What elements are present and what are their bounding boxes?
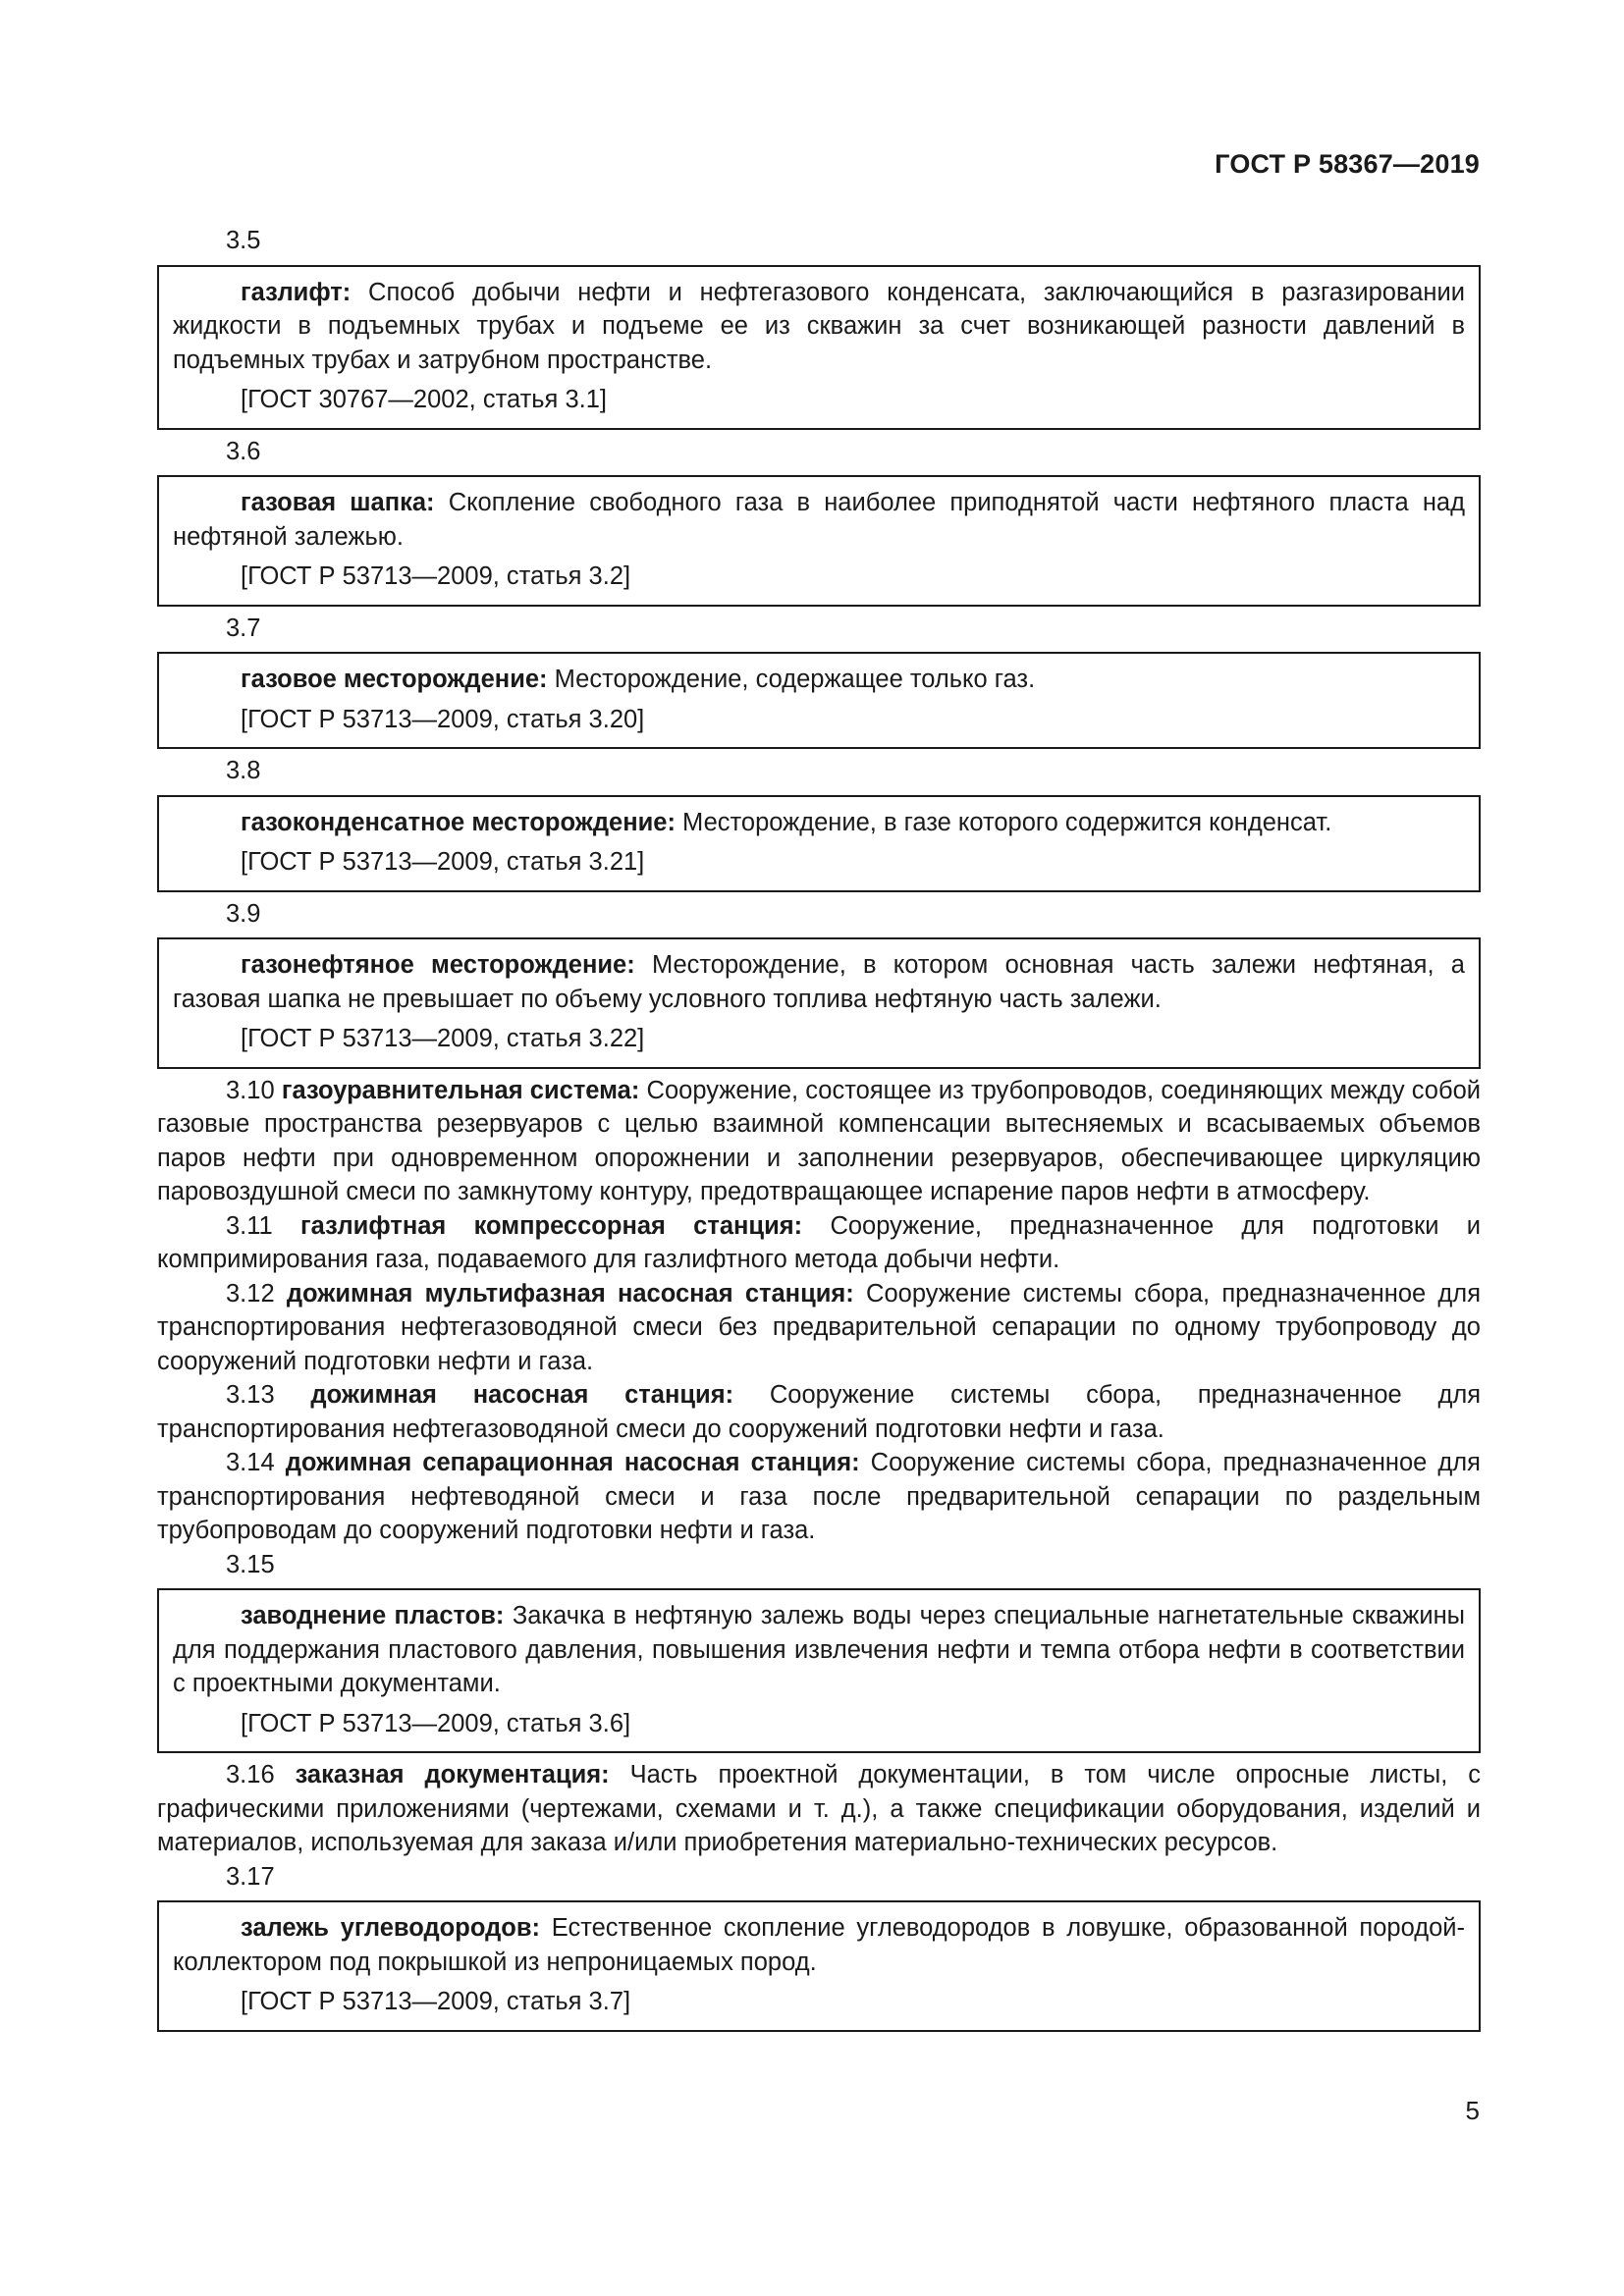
definition-text: Сооружение, предназначенное для подготовки и компримирования газа, подаваемого для газлифтного метода добычи нефти. <box>157 1211 1481 1273</box>
term-box <box>157 937 1481 1069</box>
entry-number: 3.17 <box>226 1862 275 1891</box>
definition-text: Скопление свободного газа в наиболее приподнятой части нефтяного пласта над нефтяной залежью. <box>173 489 1465 551</box>
entry-number: 3.12 <box>226 1279 275 1308</box>
entry-number: 3.9 <box>226 899 261 928</box>
term-name: газовое месторождение: <box>241 666 548 693</box>
definition-text: Сооружение системы сбора, предназначенное для транспортирования нефтегазоводяной смеси без предварительной сепарации по одному трубопроводу до сооружений подготовки нефти и газа. <box>157 1279 1481 1375</box>
entry-number: 3.16 <box>226 1761 275 1789</box>
term-paragraph <box>157 1209 1481 1277</box>
entry-number: 3.8 <box>226 757 261 784</box>
source-reference: [ГОСТ 30767—2002, статья 3.1] <box>241 386 607 413</box>
entry-number: 3.11 <box>226 1211 273 1240</box>
term-name: газовая шапка: <box>241 489 435 516</box>
definition-text: Закачка в нефтяную залежь воды через специальные нагнетательные скважины для поддержания пластового давления, повышения извлечения нефти и темпа отбора нефти в соответствии с проектными документами. <box>173 1602 1466 1697</box>
term-name: газоуравнительная система: <box>281 1076 640 1104</box>
definition-text: Месторождение, в котором основная часть залежи нефтяная, а газовая шапка не превышает по объему условного топлива нефтяную часть залежи. <box>173 951 1465 1013</box>
entry-number: 3.10 <box>226 1076 275 1104</box>
source-reference: [ГОСТ Р 53713—2009, статья 3.6] <box>241 1709 631 1737</box>
definition-text: Естественное скопление углеводородов в ловушке, образованной породой-коллектором под покрышкой из непроницаемых пород. <box>173 1914 1465 1976</box>
source-reference: [ГОСТ Р 53713—2009, статья 3.2] <box>241 562 631 590</box>
page-number: 5 <box>1465 2096 1480 2125</box>
term-name: залежь углеводородов: <box>241 1914 541 1942</box>
entry-number: 3.15 <box>226 1550 275 1578</box>
term-definition <box>173 663 1465 697</box>
term-name: газоконденсатное месторождение: <box>241 808 676 836</box>
source-reference: [ГОСТ Р 53713—2009, статья 3.20] <box>241 705 645 733</box>
entry-number: 3.7 <box>226 614 261 642</box>
term-definition <box>173 276 1465 378</box>
term-definition <box>173 1911 1465 1979</box>
term-definition <box>173 948 1465 1016</box>
term-paragraph <box>157 1378 1481 1446</box>
source-reference: [ГОСТ Р 53713—2009, статья 3.22] <box>241 1025 645 1052</box>
term-name: газонефтяное месторождение: <box>241 951 635 979</box>
term-name: газлифт: <box>241 278 352 306</box>
entry-number: 3.5 <box>226 227 261 254</box>
term-paragraph <box>157 1758 1481 1860</box>
source-reference: [ГОСТ Р 53713—2009, статья 3.7] <box>241 1988 631 2015</box>
term-box <box>157 1588 1481 1753</box>
term-box <box>157 652 1481 749</box>
term-box <box>157 795 1481 892</box>
term-name: дожимная мультифазная насосная станция: <box>286 1279 854 1308</box>
standard-code-header: ГОСТ Р 58367—2019 <box>1215 149 1480 179</box>
term-name: заказная документация: <box>295 1761 610 1789</box>
definition-text: Месторождение, содержащее только газ. <box>554 666 1036 693</box>
definition-text: Сооружение системы сбора, предназначенное для транспортирования нефтеводяной смеси и газа после предварительной сепарации по раздельным трубопроводам до сооружений подготовки нефти и газа. <box>157 1449 1481 1544</box>
definition-text: Способ добычи нефти и нефтегазового конденсата, заключающийся в разгазировании жидкости в подъемных трубах и подъеме ее из скважин за счет возникающей разности давлений в подъемных трубах и затрубном пространстве. <box>173 278 1465 374</box>
term-name: дожимная сепарационная насосная станция: <box>285 1449 860 1476</box>
definition-text: Месторождение, в газе которого содержится конденсат. <box>682 808 1332 836</box>
entry-number: 3.6 <box>226 437 261 465</box>
term-definition <box>173 806 1465 840</box>
terms-section <box>157 224 1481 2037</box>
entry-number: 3.14 <box>226 1449 275 1476</box>
definition-text: Сооружение, состоящее из трубопроводов, соединяющих между собой газовые пространства резервуаров с целью взаимной компенсации вытесняемых и всасываемых объемов паров нефти при одновременном опорожнении и заполнении резервуаров, обеспечивающее циркуляцию паровоздушной смеси по замкнутому контуру, предотвращающее испарение паров нефти в атмосферу. <box>157 1076 1481 1205</box>
term-paragraph <box>157 1074 1481 1209</box>
term-box <box>157 1900 1481 2032</box>
term-box <box>157 265 1481 430</box>
entry-number: 3.13 <box>226 1381 275 1409</box>
source-reference: [ГОСТ Р 53713—2009, статья 3.21] <box>241 848 645 876</box>
term-box <box>157 475 1481 607</box>
definition-text: Сооружение системы сбора, предназначенное для транспортирования нефтегазоводяной смеси до сооружений подготовки нефти и газа. <box>157 1381 1482 1443</box>
term-paragraph <box>157 1277 1481 1379</box>
term-paragraph <box>157 1446 1481 1548</box>
definition-text: Часть проектной документации, в том числе опросные листы, с графическими приложениями (чертежами, схемами и т. д.), а также спецификации оборудования, изделий и материалов, используемая для заказа и/или приобретения материально-технических ресурсов. <box>157 1761 1481 1856</box>
term-name: заводнение пластов: <box>241 1602 505 1629</box>
term-name: газлифтная компрессорная станция: <box>300 1211 803 1240</box>
term-name: дожимная насосная станция: <box>310 1381 734 1409</box>
term-definition <box>173 1599 1465 1701</box>
term-definition <box>173 486 1465 554</box>
